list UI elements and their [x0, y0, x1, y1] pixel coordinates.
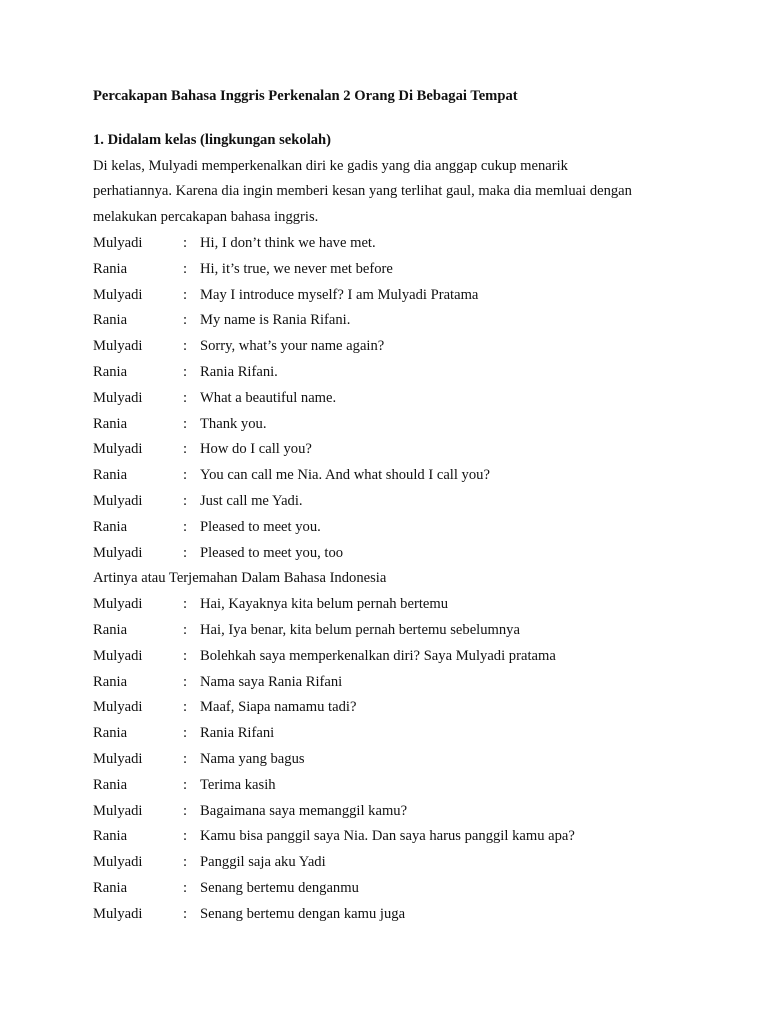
speaker-name: Mulyadi — [93, 389, 143, 406]
separator-colon: : — [183, 621, 188, 638]
separator-colon: : — [183, 234, 188, 251]
separator-colon: : — [183, 725, 188, 742]
separator-colon: : — [183, 776, 188, 793]
speaker-name: Mulyadi — [93, 544, 143, 561]
intro-line: Di kelas, Mulyadi memperkenalkan diri ke gadis yang dia anggap cukup menarik — [93, 157, 568, 174]
dialogue-row — [93, 670, 693, 696]
dialogue-line: Kamu bisa panggil saya Nia. Dan saya harus panggil kamu apa? — [200, 828, 575, 845]
dialogue-line: My name is Rania Rifani. — [200, 312, 351, 329]
dialogue-row — [93, 695, 693, 721]
separator-colon: : — [183, 673, 188, 690]
separator-colon: : — [183, 260, 188, 277]
speaker-name: Rania — [93, 518, 128, 535]
dialogue-row — [93, 592, 693, 618]
dialogue-line: Rania Rifani — [200, 725, 275, 742]
speaker-name: Mulyadi — [93, 699, 143, 716]
dialogue-row — [93, 541, 693, 567]
separator-colon: : — [183, 854, 188, 871]
speaker-name: Rania — [93, 879, 128, 896]
dialogue-line: Panggil saja aku Yadi — [200, 854, 326, 871]
dialogue-english — [93, 231, 693, 566]
intro-line: perhatiannya. Karena dia ingin memberi kesan yang terlihat gaul, maka dia memluai dengan — [93, 183, 632, 200]
separator-colon: : — [183, 544, 188, 561]
speaker-name: Mulyadi — [93, 750, 143, 767]
separator-colon: : — [183, 828, 188, 845]
dialogue-line: What a beautiful name. — [200, 389, 337, 406]
intro-paragraph — [93, 154, 693, 231]
dialogue-line: Just call me Yadi. — [200, 492, 303, 509]
dialogue-row — [93, 386, 693, 412]
dialogue-line: Maaf, Siapa namamu tadi? — [200, 699, 357, 716]
dialogue-line: Hai, Kayaknya kita belum pernah bertemu — [200, 596, 449, 613]
speaker-name: Rania — [93, 312, 128, 329]
speaker-name: Mulyadi — [93, 905, 143, 922]
separator-colon: : — [183, 647, 188, 664]
dialogue-line: Bagaimana saya memanggil kamu? — [200, 802, 408, 819]
separator-colon: : — [183, 905, 188, 922]
separator-colon: : — [183, 518, 188, 535]
separator-colon: : — [183, 492, 188, 509]
speaker-name: Rania — [93, 725, 128, 742]
dialogue-line: You can call me Nia. And what should I call you? — [200, 467, 490, 484]
speaker-name: Mulyadi — [93, 854, 143, 871]
dialogue-line: Hai, Iya benar, kita belum pernah bertemu sebelumnya — [200, 621, 520, 638]
speaker-name: Mulyadi — [93, 338, 143, 355]
separator-colon: : — [183, 389, 188, 406]
dialogue-line: Hi, it’s true, we never met before — [200, 260, 393, 277]
separator-colon: : — [183, 699, 188, 716]
speaker-name: Mulyadi — [93, 802, 143, 819]
separator-colon: : — [183, 441, 188, 458]
speaker-name: Rania — [93, 673, 128, 690]
section-heading: 1. Didalam kelas (lingkungan sekolah) — [93, 131, 332, 148]
separator-colon: : — [183, 415, 188, 432]
speaker-name: Rania — [93, 363, 128, 380]
dialogue-line: Nama yang bagus — [200, 750, 305, 767]
separator-colon: : — [183, 750, 188, 767]
dialogue-line: Pleased to meet you. — [200, 518, 321, 535]
translation-label: Artinya atau Terjemahan Dalam Bahasa Indonesia — [93, 570, 387, 587]
speaker-name: Mulyadi — [93, 286, 143, 303]
speaker-name: Mulyadi — [93, 596, 143, 613]
document-body — [93, 84, 693, 928]
dialogue-line: Nama saya Rania Rifani — [200, 673, 343, 690]
dialogue-row — [93, 747, 693, 773]
dialogue-row — [93, 308, 693, 334]
separator-colon: : — [183, 879, 188, 896]
separator-colon: : — [183, 338, 188, 355]
separator-colon: : — [183, 363, 188, 380]
dialogue-line: Sorry, what’s your name again? — [200, 338, 385, 355]
dialogue-line: Pleased to meet you, too — [200, 544, 344, 561]
dialogue-row — [93, 334, 693, 360]
intro-line: melakukan percakapan bahasa inggris. — [93, 209, 319, 226]
dialogue-row — [93, 876, 693, 902]
dialogue-line: Thank you. — [200, 415, 267, 432]
dialogue-row — [93, 644, 693, 670]
dialogue-indonesian — [93, 592, 693, 927]
dialogue-row — [93, 721, 693, 747]
dialogue-row — [93, 773, 693, 799]
speaker-name: Rania — [93, 621, 128, 638]
dialogue-row — [93, 412, 693, 438]
speaker-name: Rania — [93, 260, 128, 277]
separator-colon: : — [183, 802, 188, 819]
speaker-name: Rania — [93, 776, 128, 793]
dialogue-row — [93, 850, 693, 876]
speaker-name: Rania — [93, 828, 128, 845]
dialogue-row — [93, 799, 693, 825]
speaker-name: Rania — [93, 467, 128, 484]
speaker-name: Mulyadi — [93, 492, 143, 509]
dialogue-line: Senang bertemu dengan kamu juga — [200, 905, 406, 922]
dialogue-row — [93, 463, 693, 489]
dialogue-row — [93, 824, 693, 850]
speaker-name: Mulyadi — [93, 234, 143, 251]
speaker-name: Rania — [93, 415, 128, 432]
dialogue-row — [93, 360, 693, 386]
dialogue-row — [93, 283, 693, 309]
speaker-name: Mulyadi — [93, 441, 143, 458]
separator-colon: : — [183, 467, 188, 484]
speaker-name: Mulyadi — [93, 647, 143, 664]
dialogue-line: Bolehkah saya memperkenalkan diri? Saya Mulyadi pratama — [200, 647, 556, 664]
dialogue-row — [93, 257, 693, 283]
dialogue-row — [93, 231, 693, 257]
separator-colon: : — [183, 596, 188, 613]
dialogue-row — [93, 515, 693, 541]
dialogue-row — [93, 489, 693, 515]
dialogue-line: How do I call you? — [200, 441, 312, 458]
dialogue-line: Rania Rifani. — [200, 363, 278, 380]
dialogue-line: Terima kasih — [200, 776, 276, 793]
separator-colon: : — [183, 312, 188, 329]
dialogue-row — [93, 437, 693, 463]
dialogue-row — [93, 618, 693, 644]
dialogue-line: Hi, I don’t think we have met. — [200, 234, 376, 251]
document-title: Percakapan Bahasa Inggris Perkenalan 2 Orang Di Bebagai Tempat — [93, 88, 518, 104]
spacer — [93, 110, 693, 128]
dialogue-line: Senang bertemu denganmu — [200, 879, 359, 896]
dialogue-row — [93, 902, 693, 928]
separator-colon: : — [183, 286, 188, 303]
dialogue-line: May I introduce myself? I am Mulyadi Pratama — [200, 286, 479, 303]
